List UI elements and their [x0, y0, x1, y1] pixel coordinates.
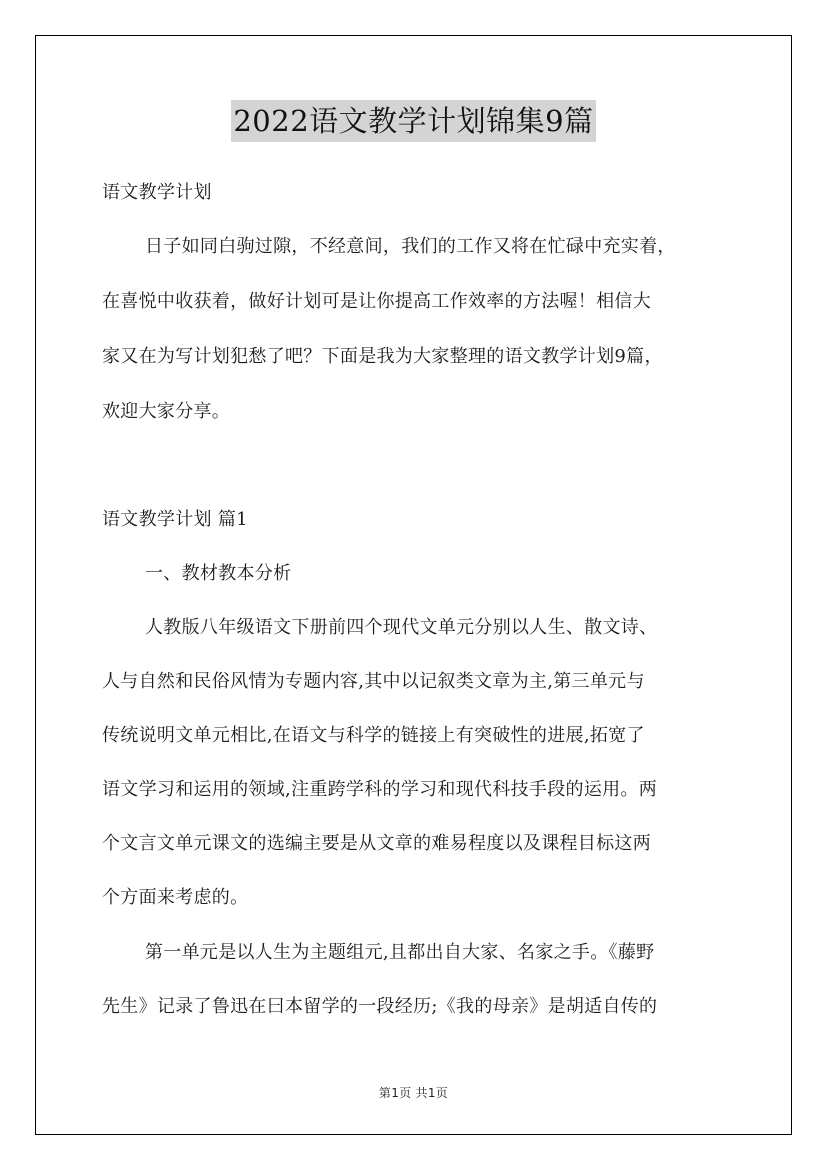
section-heading: 语文教学计划 篇1	[102, 509, 248, 530]
para1-line-5: 个文言文单元课文的选编主要是从文章的难易程度以及课程目标这两	[102, 833, 651, 854]
para2-line-2: 先生》记录了鲁迅在曰本留学的一段经历;《我的母亲》是胡适自传的	[102, 996, 658, 1017]
para1-line-4: 语文学习和运用的领域,注重跨学科的学习和现代科技手段的运用。两	[102, 779, 658, 800]
subheading: 一、教材教本分析	[145, 563, 292, 584]
intro-line-1: 日子如同白驹过隙，不经意间，我们的工作又将在忙碌中充实着，	[145, 236, 676, 257]
document-title: 2022语文教学计划锦集9篇	[231, 100, 595, 142]
page-footer: 第1页 共1页	[378, 1086, 449, 1100]
intro-line-4: 欢迎大家分享。	[102, 401, 231, 422]
title-container	[0, 100, 827, 142]
para1-line-6: 个方面来考虑的。	[102, 887, 249, 908]
para1-line-1: 人教版八年级语文下册前四个现代文单元分别以人生、散文诗、	[145, 617, 658, 638]
para1-line-2: 人与自然和民俗风情为专题内容,其中以记叙类文章为主,第三单元与	[102, 671, 645, 692]
intro-line-3: 家又在为写计划犯愁了吧？下面是我为大家整理的语文教学计划9篇，	[102, 346, 663, 367]
para2-line-1: 第一单元是以人生为主题组元,且都出自大家、名家之手。《藤野	[145, 942, 655, 963]
para1-line-3: 传统说明文单元相比,在语文与科学的链接上有突破性的进展,拓宽了	[102, 725, 645, 746]
intro-heading: 语文教学计划	[102, 182, 212, 203]
intro-line-2: 在喜悦中收获着，做好计划可是让你提高工作效率的方法喔！相信大	[102, 291, 651, 312]
